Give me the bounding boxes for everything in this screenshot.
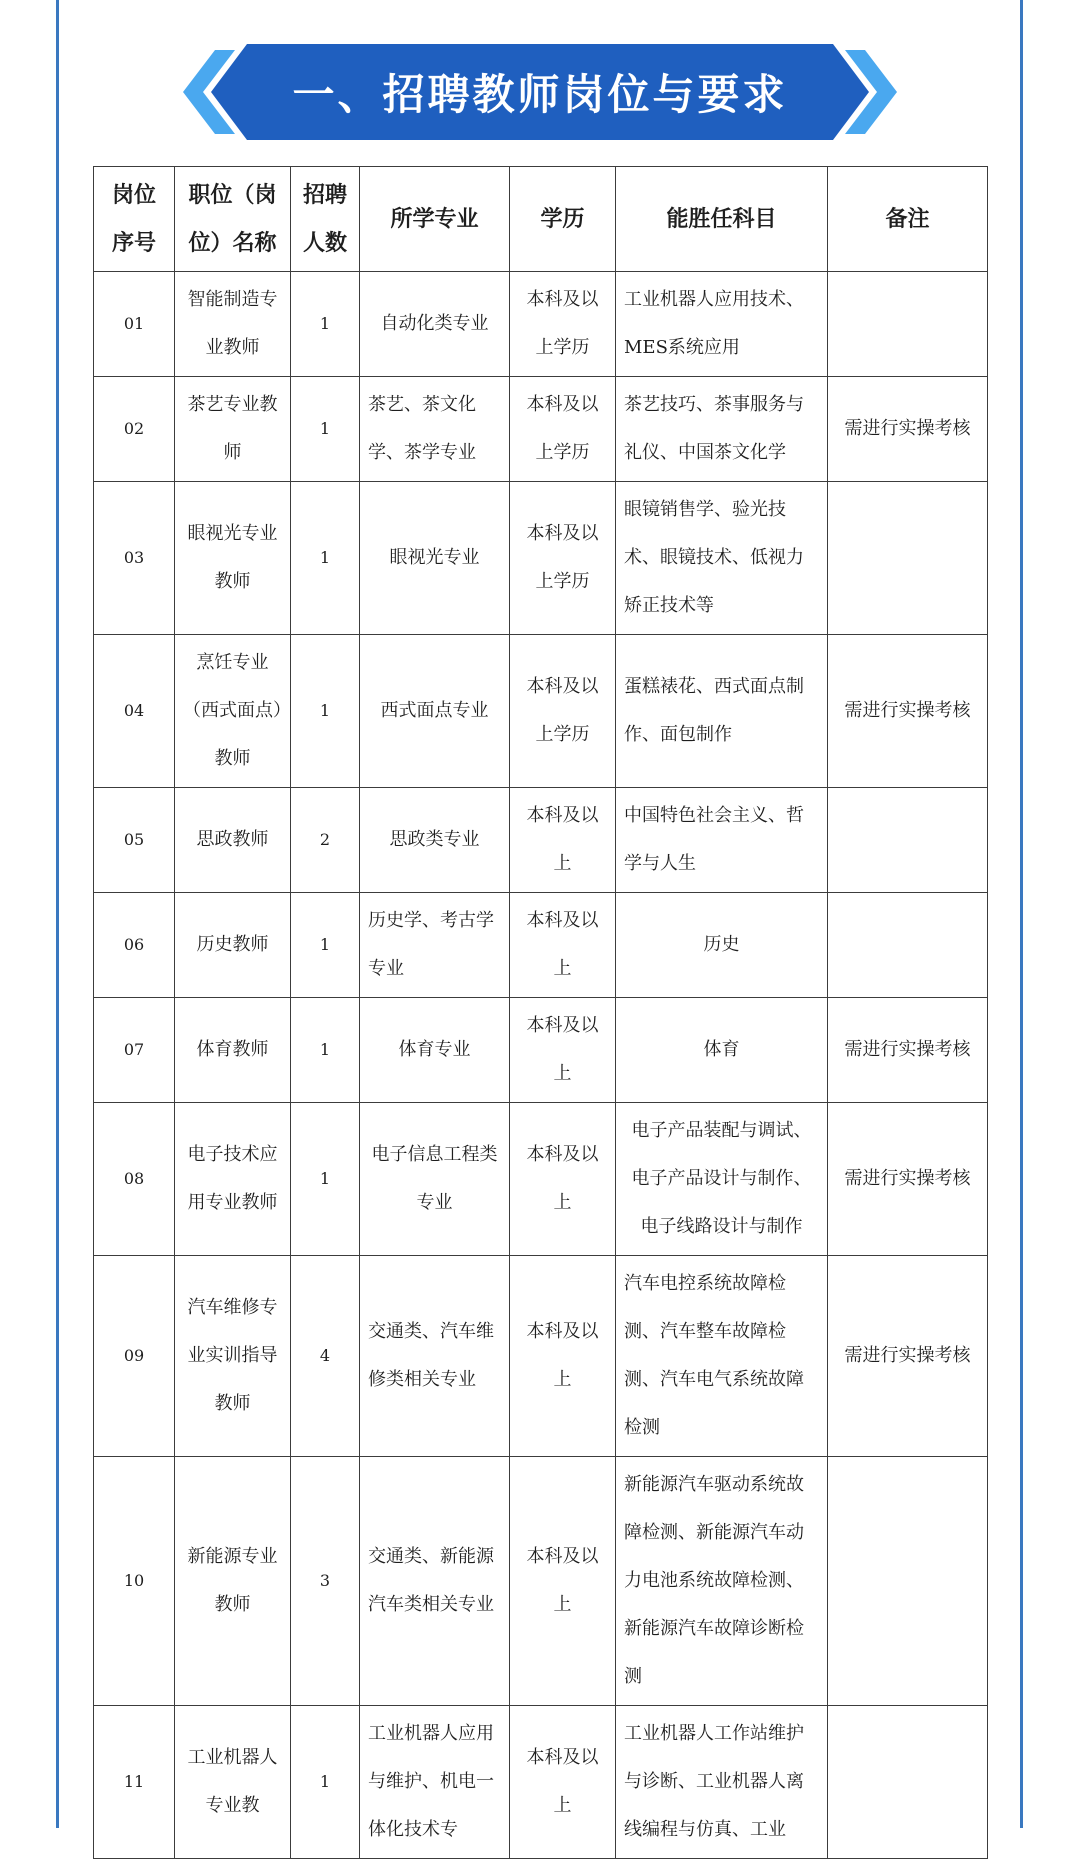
header-cell: 学历 xyxy=(510,167,616,272)
header-cell: 职位（岗位）名称 xyxy=(175,167,291,272)
cell-position: 茶艺专业教师 xyxy=(175,377,291,482)
cell-remark: 需进行实操考核 xyxy=(828,635,988,788)
cell-seq: 02 xyxy=(94,377,175,482)
header-cell: 能胜任科目 xyxy=(616,167,828,272)
cell-count: 1 xyxy=(291,272,360,377)
cell-position: 体育教师 xyxy=(175,998,291,1103)
header-cell: 所学专业 xyxy=(360,167,510,272)
cell-subjects: 中国特色社会主义、哲学与人生 xyxy=(616,788,828,893)
cell-education: 本科及以上学历 xyxy=(510,272,616,377)
cell-position: 历史教师 xyxy=(175,893,291,998)
table-row xyxy=(94,788,988,893)
cell-subjects: 眼镜销售学、验光技术、眼镜技术、低视力矫正技术等 xyxy=(616,482,828,635)
cell-seq: 05 xyxy=(94,788,175,893)
cell-remark: 需进行实操考核 xyxy=(828,1103,988,1256)
cell-remark xyxy=(828,1706,988,1859)
cell-education: 本科及以上 xyxy=(510,998,616,1103)
cell-remark xyxy=(828,788,988,893)
cell-count: 1 xyxy=(291,635,360,788)
header-cell: 招聘人数 xyxy=(291,167,360,272)
cell-education: 本科及以上学历 xyxy=(510,377,616,482)
cell-position: 电子技术应用专业教师 xyxy=(175,1103,291,1256)
page-title: 一、招聘教师岗位与要求 xyxy=(292,70,788,119)
table-header-row xyxy=(94,167,988,272)
cell-position: 眼视光专业教师 xyxy=(175,482,291,635)
title-banner xyxy=(175,44,905,140)
cell-seq: 04 xyxy=(94,635,175,788)
cell-seq: 11 xyxy=(94,1706,175,1859)
cell-count: 1 xyxy=(291,377,360,482)
cell-education: 本科及以上学历 xyxy=(510,635,616,788)
cell-subjects: 茶艺技巧、茶事服务与礼仪、中国茶文化学 xyxy=(616,377,828,482)
cell-subjects: 工业机器人应用技术、MES系统应用 xyxy=(616,272,828,377)
cell-count: 1 xyxy=(291,1103,360,1256)
page-border-left xyxy=(56,0,59,1828)
cell-subjects: 新能源汽车驱动系统故障检测、新能源汽车动力电池系统故障检测、新能源汽车故障诊断检测 xyxy=(616,1457,828,1706)
cell-major: 西式面点专业 xyxy=(360,635,510,788)
cell-count: 2 xyxy=(291,788,360,893)
cell-subjects: 汽车电控系统故障检测、汽车整车故障检测、汽车电气系统故障检测 xyxy=(616,1256,828,1457)
cell-subjects: 历史 xyxy=(616,893,828,998)
cell-count: 3 xyxy=(291,1457,360,1706)
cell-major: 茶艺、茶文化学、茶学专业 xyxy=(360,377,510,482)
cell-education: 本科及以上 xyxy=(510,1103,616,1256)
cell-seq: 06 xyxy=(94,893,175,998)
header-cell: 岗位序号 xyxy=(94,167,175,272)
cell-education: 本科及以上 xyxy=(510,1256,616,1457)
table-row xyxy=(94,1706,988,1859)
cell-seq: 10 xyxy=(94,1457,175,1706)
table-row xyxy=(94,377,988,482)
cell-count: 4 xyxy=(291,1256,360,1457)
cell-seq: 09 xyxy=(94,1256,175,1457)
cell-education: 本科及以上学历 xyxy=(510,482,616,635)
cell-count: 1 xyxy=(291,893,360,998)
table-row xyxy=(94,893,988,998)
recruit-table-part1 xyxy=(93,166,988,1103)
cell-remark xyxy=(828,1457,988,1706)
cell-seq: 03 xyxy=(94,482,175,635)
cell-major: 体育专业 xyxy=(360,998,510,1103)
page-border-right xyxy=(1020,0,1023,1828)
cell-subjects: 体育 xyxy=(616,998,828,1103)
cell-position: 智能制造专业教师 xyxy=(175,272,291,377)
cell-major: 工业机器人应用与维护、机电一体化技术专 xyxy=(360,1706,510,1859)
cell-subjects: 蛋糕裱花、西式面点制作、面包制作 xyxy=(616,635,828,788)
cell-education: 本科及以上 xyxy=(510,1457,616,1706)
cell-remark xyxy=(828,272,988,377)
cell-position: 汽车维修专业实训指导教师 xyxy=(175,1256,291,1457)
cell-seq: 07 xyxy=(94,998,175,1103)
cell-subjects: 电子产品装配与调试、电子产品设计与制作、电子线路设计与制作 xyxy=(616,1103,828,1256)
cell-remark xyxy=(828,893,988,998)
cell-major: 历史学、考古学专业 xyxy=(360,893,510,998)
cell-remark xyxy=(828,482,988,635)
table-row xyxy=(94,1103,988,1256)
table-row xyxy=(94,272,988,377)
cell-remark: 需进行实操考核 xyxy=(828,1256,988,1457)
table-row xyxy=(94,482,988,635)
cell-position: 工业机器人专业教 xyxy=(175,1706,291,1859)
cell-major: 自动化类专业 xyxy=(360,272,510,377)
cell-count: 1 xyxy=(291,1706,360,1859)
cell-remark: 需进行实操考核 xyxy=(828,377,988,482)
table-row xyxy=(94,998,988,1103)
cell-subjects: 工业机器人工作站维护与诊断、工业机器人离线编程与仿真、工业 xyxy=(616,1706,828,1859)
cell-education: 本科及以上 xyxy=(510,788,616,893)
cell-major: 交通类、汽车维修类相关专业 xyxy=(360,1256,510,1457)
table-row xyxy=(94,1256,988,1457)
table-row xyxy=(94,635,988,788)
cell-remark: 需进行实操考核 xyxy=(828,998,988,1103)
cell-count: 1 xyxy=(291,998,360,1103)
cell-major: 眼视光专业 xyxy=(360,482,510,635)
cell-position: 思政教师 xyxy=(175,788,291,893)
recruit-table-part2 xyxy=(93,1102,988,1859)
cell-education: 本科及以上 xyxy=(510,893,616,998)
cell-seq: 08 xyxy=(94,1103,175,1256)
header-cell: 备注 xyxy=(828,167,988,272)
cell-major: 电子信息工程类专业 xyxy=(360,1103,510,1256)
table-row xyxy=(94,1457,988,1706)
cell-seq: 01 xyxy=(94,272,175,377)
cell-count: 1 xyxy=(291,482,360,635)
cell-position: 新能源专业教师 xyxy=(175,1457,291,1706)
cell-position: 烹饪专业（西式面点）教师 xyxy=(175,635,291,788)
cell-education: 本科及以上 xyxy=(510,1706,616,1859)
cell-major: 思政类专业 xyxy=(360,788,510,893)
cell-major: 交通类、新能源汽车类相关专业 xyxy=(360,1457,510,1706)
